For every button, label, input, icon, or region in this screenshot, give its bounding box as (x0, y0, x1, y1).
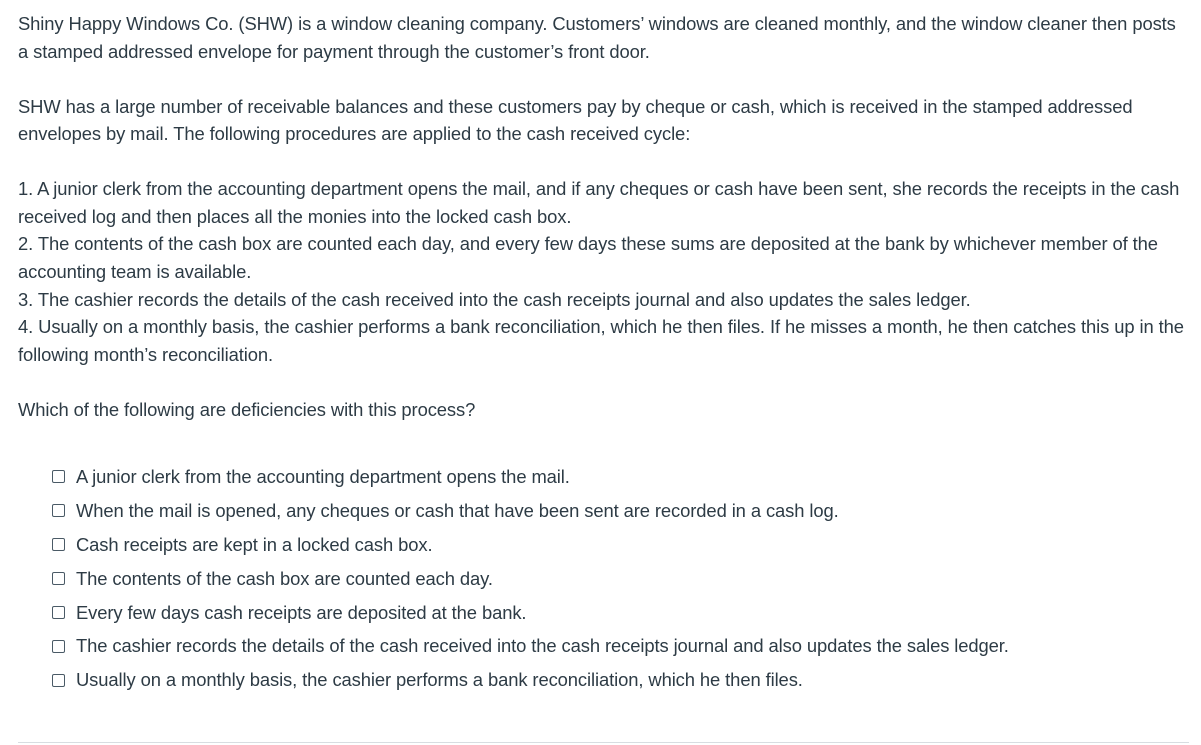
procedure-step-3: 3. The cashier records the details of the cash received into the cash receipts journal and also updates the sales ledger. (18, 288, 971, 310)
answer-option-label: The cashier records the details of the cash received into the cash receipts journal and also updates the sales ledger. (76, 635, 1009, 657)
question-intro-paragraph-1: Shiny Happy Windows Co. (SHW) is a window cleaning company. Customers’ windows are cleaned monthly, and the window cleaner then posts a stamped addressed envelope for payment through the customer’s front door. (18, 13, 1176, 62)
answer-option-label: The contents of the cash box are counted each day. (76, 567, 493, 589)
bottom-divider (18, 742, 1189, 743)
answer-options-list (52, 460, 1172, 697)
procedure-steps (18, 175, 1188, 368)
checkbox-icon[interactable] (52, 640, 65, 653)
answer-option-4[interactable] (52, 562, 1172, 596)
checkbox-icon[interactable] (52, 470, 65, 483)
procedure-step-1: 1. A junior clerk from the accounting department opens the mail, and if any cheques or cash have been sent, she records the receipts in the cash received log and then places all the monies into the locked cash box. (18, 178, 1180, 227)
answer-option-3[interactable] (52, 528, 1172, 562)
answer-option-label: A junior clerk from the accounting department opens the mail. (76, 465, 570, 487)
answer-option-label: When the mail is opened, any cheques or cash that have been sent are recorded in a cash log. (76, 499, 839, 521)
answer-option-1[interactable] (52, 460, 1172, 494)
question-prompt: Which of the following are deficiencies with this process? (18, 398, 476, 420)
checkbox-icon[interactable] (52, 606, 65, 619)
checkbox-icon[interactable] (52, 504, 65, 517)
procedure-step-4: 4. Usually on a monthly basis, the cashier performs a bank reconciliation, which he then files. If he misses a month, he then catches this up in the following month’s reconciliation. (18, 316, 1184, 365)
procedure-step-2: 2. The contents of the cash box are counted each day, and every few days these sums are deposited at the bank by whichever member of the accounting team is available. (18, 233, 1158, 282)
answer-option-label: Every few days cash receipts are deposited at the bank. (76, 601, 527, 623)
answer-option-label: Usually on a monthly basis, the cashier performs a bank reconciliation, which he then files. (76, 669, 803, 691)
question-text (18, 10, 1188, 451)
answer-option-7[interactable] (52, 663, 1172, 697)
answer-option-5[interactable] (52, 596, 1172, 630)
checkbox-icon[interactable] (52, 572, 65, 585)
answer-option-6[interactable] (52, 629, 1172, 663)
answer-option-label: Cash receipts are kept in a locked cash box. (76, 533, 433, 555)
question-intro-paragraph-2: SHW has a large number of receivable balances and these customers pay by cheque or cash, which is received in the stamped addressed envelopes by mail. The following procedures are applied to the cash received cycle: (18, 95, 1133, 145)
checkbox-icon[interactable] (52, 674, 65, 687)
answer-option-2[interactable] (52, 494, 1172, 528)
checkbox-icon[interactable] (52, 538, 65, 551)
